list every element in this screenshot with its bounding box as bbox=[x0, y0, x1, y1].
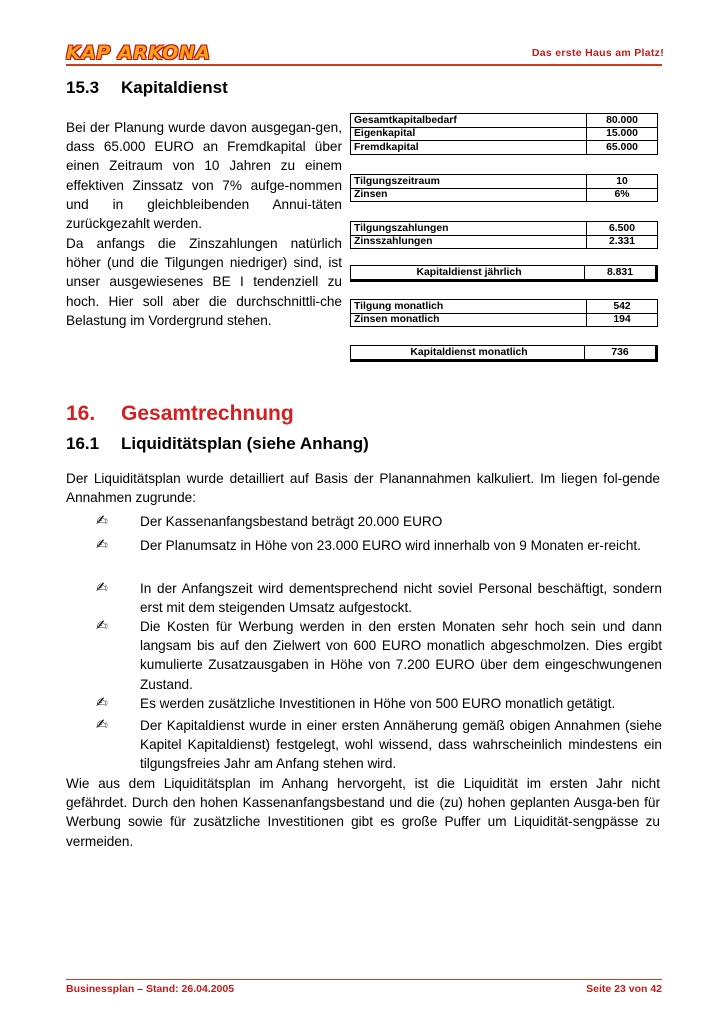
header-tagline: Das erste Haus am Platz! bbox=[531, 47, 664, 59]
intro-paragraph: Der Liquiditätsplan wurde detailliert auf Basis der Planannahmen kalkuliert. Im liegen fol-gende Annahmen zugrunde: bbox=[66, 471, 660, 506]
table-label: Zinsen monatlich bbox=[354, 314, 440, 325]
table-label: Kapitaldienst jährlich bbox=[416, 267, 522, 278]
list-item-text: Der Kapitaldienst wurde in einer ersten Annäherung gemäß obigen Annahmen (siehe Kapitel Kapitaldienst) festgelegt, wohl wissend, dass wahrscheinlich mindestens ein tilgungsfreies Jahr am Anfang stehen wird. bbox=[140, 718, 662, 772]
table-row bbox=[350, 299, 658, 314]
table-row-total-monthly bbox=[350, 345, 658, 362]
table-value: 6% bbox=[586, 188, 657, 201]
section-title: Gesamtrechnung bbox=[121, 402, 294, 425]
footer-divider bbox=[66, 979, 662, 980]
table-row bbox=[350, 127, 658, 141]
table-label: Tilgungszahlungen bbox=[354, 223, 449, 234]
section-number: 16. bbox=[66, 402, 96, 425]
table-row bbox=[350, 174, 658, 189]
table-value: 8.831 bbox=[584, 266, 655, 279]
pen-icon: ✍ bbox=[96, 717, 108, 733]
table-row-total-yearly bbox=[350, 265, 658, 282]
page-number: Seite 23 von 42 bbox=[586, 983, 662, 995]
table-label: Tilgungszeitraum bbox=[354, 176, 440, 187]
logo: KAP ARKONA bbox=[66, 42, 211, 64]
header-divider bbox=[66, 64, 662, 66]
list-item-text: Es werden zusätzliche Investitionen in Höhe von 500 EURO monatlich getätigt. bbox=[140, 696, 616, 711]
table-value: 194 bbox=[586, 313, 657, 326]
pen-icon: ✍ bbox=[96, 695, 108, 711]
table-label: Zinsszahlungen bbox=[354, 236, 433, 247]
table-label: Kapitaldienst monatlich bbox=[410, 347, 528, 358]
section-title: Kapitaldienst bbox=[121, 78, 228, 97]
table-row bbox=[350, 141, 658, 155]
table-value: 10 bbox=[586, 175, 657, 188]
table-row bbox=[350, 235, 658, 249]
list-item-text: Der Planumsatz in Höhe von 23.000 EURO wird innerhalb von 9 Monaten er-reicht. bbox=[140, 538, 641, 553]
table-value: 65.000 bbox=[586, 141, 657, 154]
table-value: 542 bbox=[586, 300, 657, 313]
closing-paragraph: Wie aus dem Liquiditätsplan im Anhang hervorgeht, ist die Liquidität im ersten Jahr nicht gefährdet. Durch den hohen Kassenanfangsbestand und die (zu) hohen geplanten Ausga-ben für Werbung sowie für zusätzliche Investitionen gibt es große Puffer um Liquidität-sengpässe zu vermeiden. bbox=[66, 776, 660, 849]
table-value: 6.500 bbox=[586, 222, 657, 235]
table-label: Gesamtkapitalbedarf bbox=[354, 115, 457, 126]
table-value: 80.000 bbox=[586, 114, 657, 127]
table-label: Tilgung monatlich bbox=[354, 301, 444, 312]
table-row bbox=[350, 313, 658, 327]
paragraph: Da anfangs die Zinszahlungen natürlich höher (und die Tilgungen niedriger) sind, ist unser ausgewiesenes BE I tendenziell zu hoch. Hier soll aber die durchschnittli-che Belastung im Vordergrund stehen. bbox=[66, 236, 342, 328]
pen-icon: ✍ bbox=[96, 580, 108, 596]
section-title: Liquiditätsplan (siehe Anhang) bbox=[121, 434, 369, 453]
table-row bbox=[350, 113, 658, 128]
list-item-text: In der Anfangszeit wird dementsprechend nicht soviel Personal beschäftigt, sondern erst mit dem steigenden Umsatz aufgestockt. bbox=[140, 581, 662, 616]
section-15-3-heading bbox=[66, 78, 228, 98]
table-row bbox=[350, 221, 658, 236]
pen-icon: ✍ bbox=[96, 618, 108, 634]
section-16-1-heading bbox=[66, 434, 369, 454]
footer-date: Businessplan – Stand: 26.04.2005 bbox=[66, 983, 235, 995]
table-label: Zinsen bbox=[354, 189, 388, 200]
table-label: Eigenkapital bbox=[354, 128, 416, 139]
table-value: 736 bbox=[584, 346, 655, 359]
pen-icon: ✍ bbox=[96, 513, 108, 529]
section-16-heading bbox=[66, 402, 294, 426]
section-number: 15.3 bbox=[66, 78, 100, 97]
paragraph: Bei der Planung wurde davon ausgegan-gen, dass 65.000 EURO an Fremdkapital über einen Zeitraum von 10 Jahren zu einem effektiven Zinssatz von 7% aufge-nommen und in gleichbleibenden Annui-täten zurückgezahlt werden. bbox=[66, 120, 342, 232]
table-value: 2.331 bbox=[586, 235, 657, 248]
pen-icon: ✍ bbox=[96, 537, 108, 553]
table-label: Fremdkapital bbox=[354, 142, 419, 153]
section-number: 16.1 bbox=[66, 434, 100, 453]
table-row bbox=[350, 188, 658, 202]
table-value: 15.000 bbox=[586, 127, 657, 140]
list-item-text: Der Kassenanfangsbestand beträgt 20.000 EURO bbox=[140, 514, 443, 529]
list-item-text: Die Kosten für Werbung werden in den ersten Monaten sehr hoch sein und dann langsam bis auf den Zielwert von 600 EURO monatlich abgeschmolzen. Dies ergibt kumulierte Zusatzausgaben in Höhe von 7.200 EURO über dem eingeschwungenen Zustand. bbox=[140, 619, 662, 692]
